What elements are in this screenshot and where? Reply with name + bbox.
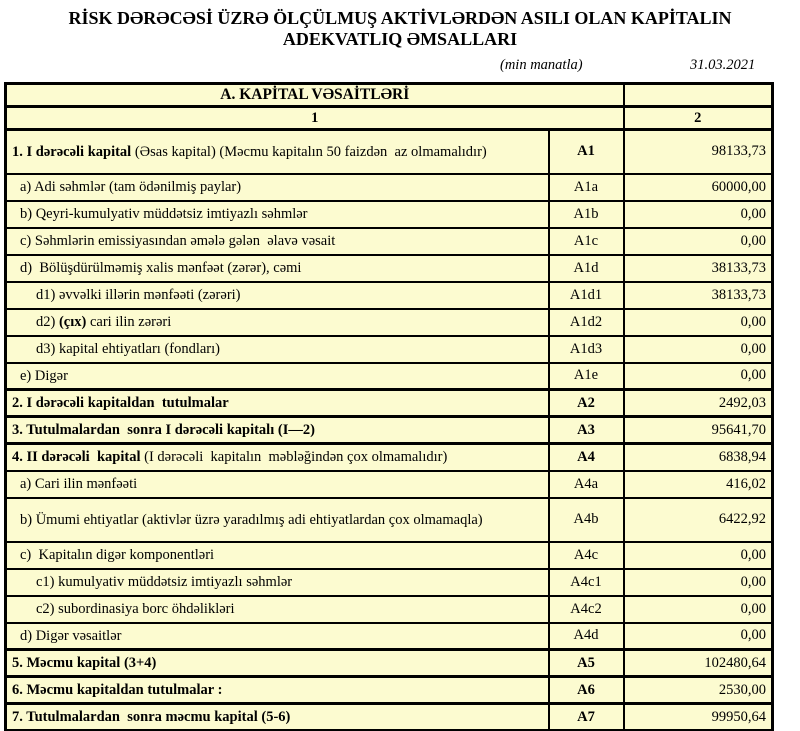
row-label-bold-part: 4. II dərəcəli kapital [12,449,141,466]
table-row-A6 [6,677,773,704]
row-code: A6 [549,677,624,704]
row-label-bold-part: 5. Məcmu kapital (3+4) [12,655,157,671]
row-value: 6422,92 [624,498,773,542]
row-value: 416,02 [624,471,773,498]
row-code: A1d1 [549,282,624,309]
row-label [6,677,549,704]
row-code: A3 [549,417,624,444]
row-label-part: c) Səhmlərin emissiyasından əmələ gələn əlavə vəsait [20,233,336,249]
row-code: A1d3 [549,336,624,363]
table-row-A1d2 [6,309,773,336]
table-row-A1a [6,174,773,201]
table-row-A4c1 [6,569,773,596]
row-label-part: a) Adi səhmlər (tam ödənilmiş paylar) [20,179,242,195]
row-label [6,650,549,677]
page-title-line2: ADEKVATLIQ ƏMSALLARI [282,29,518,49]
row-label-part: d2) [36,314,59,330]
table-row-A4c2 [6,596,773,623]
row-value: 0,00 [624,569,773,596]
table-row-A1b [6,201,773,228]
row-label [6,596,549,623]
table-section-header-row [6,84,773,107]
row-label-part: c1) kumulyativ müddətsiz imtiyazlı səhmlər [36,574,293,590]
table-row-A1d1 [6,282,773,309]
row-label-part: d1) əvvəlki illərin mənfəəti (zərəri) [36,287,241,303]
table-row-A1e [6,363,773,390]
table-row-A5 [6,650,773,677]
row-value: 2492,03 [624,390,773,417]
row-code: A4b [549,498,624,542]
row-label [6,309,549,336]
row-value: 95641,70 [624,417,773,444]
row-value: 2530,00 [624,677,773,704]
table-column-number-row [6,107,773,130]
row-code: A1d [549,255,624,282]
row-label [6,282,549,309]
row-code: A4 [549,444,624,471]
row-value: 0,00 [624,228,773,255]
row-label [6,417,549,444]
row-code: A2 [549,390,624,417]
row-label-bold-part: 6. Məcmu kapitaldan tutulmalar : [12,682,223,698]
row-label [6,623,549,650]
section-header-empty-cell [624,84,773,107]
table-row-A4b [6,498,773,542]
row-label-bold-part: 3. Tutulmalardan sonra I dərəcəli kapitalı (I—2) [12,422,315,438]
row-label [6,363,549,390]
row-code: A5 [549,650,624,677]
capital-table [4,82,774,731]
row-label-part: (Əsas kapital) (Məcmu kapitalın 50 faizdən az olmamalıdır) [131,143,487,160]
row-label [6,130,549,174]
table-row-A4d [6,623,773,650]
row-value: 38133,73 [624,255,773,282]
table-row-A2 [6,390,773,417]
row-code: A4c2 [549,596,624,623]
capital-table-body [6,84,773,731]
unit-note: (min manatla) [500,57,583,73]
row-value: 0,00 [624,309,773,336]
row-label-part: cari ilin zərəri [86,314,172,330]
report-date: 31.03.2021 [690,57,756,73]
table-row-A1 [6,130,773,174]
row-value: 0,00 [624,336,773,363]
row-value: 99950,64 [624,704,773,731]
row-label-part: a) Cari ilin mənfəəti [20,476,138,492]
row-label-part: d3) kapital ehtiyatları (fondları) [36,341,220,357]
table-row-A4c [6,542,773,569]
table-row-A1d3 [6,336,773,363]
row-code: A1e [549,363,624,390]
row-value: 98133,73 [624,130,773,174]
row-value: 0,00 [624,201,773,228]
row-value: 6838,94 [624,444,773,471]
row-label [6,201,549,228]
row-label-part: (I dərəcəli kapitalın məbləğindən çox olmamalıdır) [140,449,448,466]
row-label-bold-part: 1. I dərəcəli kapital [12,143,132,160]
row-value: 0,00 [624,596,773,623]
row-code: A1d2 [549,309,624,336]
row-label [6,174,549,201]
table-row-A1c [6,228,773,255]
row-code: A7 [549,704,624,731]
row-label [6,444,549,471]
row-code: A4c [549,542,624,569]
row-label [6,471,549,498]
meta-line [0,57,800,76]
row-label-part: e) Digər [20,367,68,384]
row-label [6,569,549,596]
row-value: 0,00 [624,542,773,569]
row-code: A1 [549,130,624,174]
table-row-A4a [6,471,773,498]
row-code: A4d [549,623,624,650]
table-row-A1d [6,255,773,282]
row-code: A1a [549,174,624,201]
row-code: A1b [549,201,624,228]
row-label [6,336,549,363]
row-value: 102480,64 [624,650,773,677]
row-value: 0,00 [624,363,773,390]
page-title [0,8,800,50]
row-label [6,498,549,542]
row-label-bold-part: 2. I dərəcəli kapitaldan tutulmalar [12,395,229,411]
row-label-part: b) Ümumi ehtiyatlar (aktivlər üzrə yaradılmış adi ehtiyatlardan çox olmamaqla) [20,511,483,528]
row-label-part: d) Digər vəsaitlər [20,627,122,644]
row-code: A1c [549,228,624,255]
row-label [6,255,549,282]
row-label-part: b) Qeyri-kumulyativ müddətsiz imtiyazlı səhmlər [20,206,308,222]
column-header-2: 2 [624,107,773,130]
row-label [6,704,549,731]
row-label-part: d) Bölüşdürülməmiş xalis mənfəət (zərər), cəmi [20,260,302,276]
table-row-A3 [6,417,773,444]
page-title-line1: RİSK DƏRƏCƏSİ ÜZRƏ ÖLÇÜLMUŞ AKTİVLƏRDƏN ASILI OLAN KAPİTALIN [68,8,732,28]
row-label-part: c2) subordinasiya borc öhdəlikləri [36,601,235,617]
row-label [6,228,549,255]
column-header-1: 1 [6,107,624,130]
row-value: 0,00 [624,623,773,650]
table-row-A4 [6,444,773,471]
row-value: 38133,73 [624,282,773,309]
row-label-part: c) Kapitalın digər komponentləri [20,547,215,563]
row-label [6,542,549,569]
table-row-A7 [6,704,773,731]
row-label [6,390,549,417]
row-code: A4c1 [549,569,624,596]
section-header-cell: A. KAPİTAL VƏSAİTLƏRİ [6,84,624,107]
row-value: 60000,00 [624,174,773,201]
row-label-bold-part: (çıx) [58,314,87,330]
row-code: A4a [549,471,624,498]
row-label-bold-part: 7. Tutulmalardan sonra məcmu kapital (5-6) [12,709,291,725]
